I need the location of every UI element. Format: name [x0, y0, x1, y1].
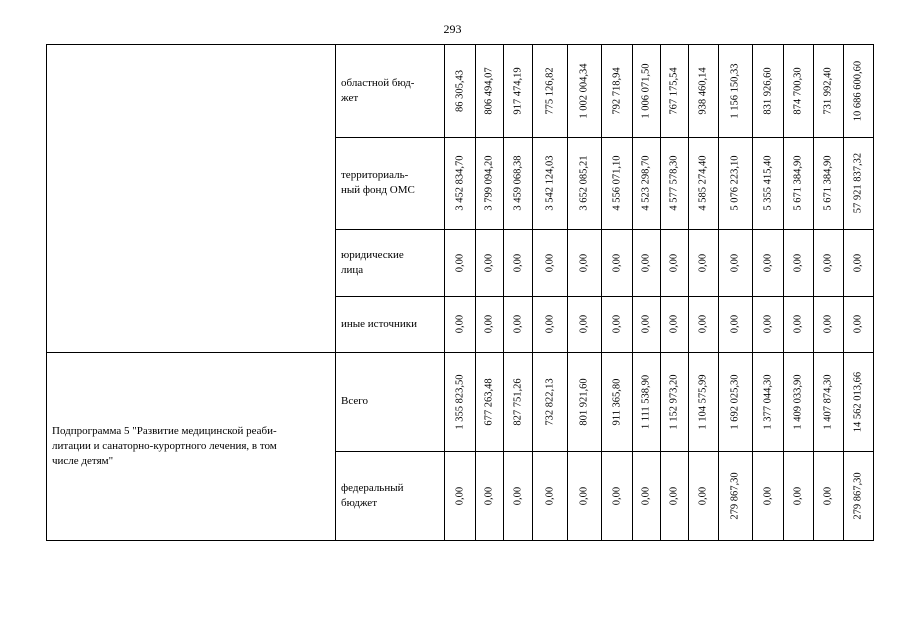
table-cell-value: 731 992,40 — [822, 66, 834, 115]
table-border-vertical — [718, 44, 719, 540]
table-cell-value: 1 006 071,50 — [640, 62, 652, 119]
table-cell-value: 5 355 415,40 — [762, 155, 773, 211]
table-cell-value: 806 494,07 — [483, 66, 495, 115]
subprogram-title: Подпрограмма 5 "Развитие медицинской реаби- — [52, 424, 277, 437]
table-cell-value: 0,00 — [578, 253, 590, 272]
table-cell-value: 1 407 874,30 — [822, 373, 834, 430]
table-cell-value: 732 822,13 — [544, 377, 555, 426]
table-cell-value: 5 671 384,90 — [822, 155, 834, 211]
table-cell-value: 0,00 — [454, 314, 465, 334]
funding-source-label: иные источники — [341, 317, 417, 330]
table-cell-value: 279 867,30 — [729, 471, 741, 520]
table-cell-value: 1 111 538,90 — [640, 374, 652, 429]
subprogram-title: литации и санаторно-курортного лечения, в том — [52, 439, 277, 452]
table-cell-value: 874 700,30 — [792, 66, 804, 115]
table-cell-value: 0,00 — [697, 253, 709, 272]
table-cell-value: 4 523 298,70 — [640, 155, 652, 211]
funding-source-label: федеральный — [341, 481, 404, 494]
table-cell-value: 0,00 — [668, 314, 680, 334]
table-cell-value: 0,00 — [729, 253, 741, 272]
table-cell-value: 10 686 600,60 — [852, 60, 864, 121]
table-cell-value: 0,00 — [792, 253, 804, 272]
table-cell-value: 1 002 004,34 — [578, 62, 590, 119]
table-border-horizontal — [335, 137, 874, 138]
table-cell-value: 677 263,48 — [483, 377, 495, 426]
table-cell-value: 0,00 — [729, 314, 741, 334]
table-cell-value: 0,00 — [822, 314, 834, 334]
table-cell-value: 938 460,14 — [697, 66, 709, 115]
table-cell-value: 917 474,19 — [512, 66, 523, 115]
table-border-horizontal — [335, 296, 874, 297]
table-border-vertical — [660, 44, 661, 540]
table-cell-value: 3 542 124,03 — [544, 155, 555, 211]
funding-source-label: жет — [341, 91, 359, 104]
table-border-vertical — [843, 44, 844, 540]
table-cell-value: 831 926,60 — [762, 66, 773, 115]
table-cell-value: 3 652 085,21 — [578, 155, 590, 211]
table-cell-value: 0,00 — [792, 486, 804, 505]
table-border-vertical — [632, 44, 633, 540]
funding-source-label: территориаль- — [341, 169, 409, 181]
funding-source-label: Всего — [341, 395, 368, 407]
table-cell-value: 0,00 — [640, 314, 652, 334]
table-border-vertical — [783, 44, 784, 540]
funding-source-label: юридические — [341, 248, 404, 261]
table-cell-value: 0,00 — [483, 486, 495, 505]
table-cell-value: 0,00 — [611, 486, 622, 505]
table-border-horizontal — [335, 229, 874, 230]
table-cell-value: 1 355 823,50 — [454, 373, 465, 430]
table-border-vertical — [688, 44, 689, 540]
table-cell-value: 5 076 223,10 — [729, 155, 741, 211]
subprogram-title: числе детям" — [52, 454, 114, 467]
table-cell-value: 0,00 — [483, 314, 495, 334]
table-cell-value: 57 921 837,32 — [852, 152, 864, 214]
table-border-vertical — [567, 44, 568, 540]
table-cell-value: 911 365,80 — [611, 378, 622, 425]
table-cell-value: 0,00 — [640, 486, 652, 505]
table-cell-value: 14 562 013,66 — [852, 371, 864, 432]
table-border-vertical — [532, 44, 533, 540]
table-cell-value: 0,00 — [697, 314, 709, 334]
table-border-horizontal — [46, 44, 874, 45]
table-cell-value: 0,00 — [792, 314, 804, 334]
table-cell-value: 0,00 — [668, 486, 680, 505]
table-cell-value: 0,00 — [852, 253, 864, 272]
table-cell-value: 0,00 — [668, 253, 680, 272]
table-cell-value: 0,00 — [512, 253, 523, 272]
table-cell-value: 0,00 — [544, 314, 555, 334]
table-cell-value: 3 452 834,70 — [454, 155, 465, 211]
funding-source-label: ный фонд ОМС — [341, 184, 415, 196]
table-cell-value: 279 867,30 — [852, 471, 864, 520]
table-cell-value: 86 305,43 — [454, 69, 465, 112]
funding-source-label: лица — [341, 263, 364, 276]
table-cell-value: 1 377 044,30 — [762, 373, 773, 430]
table-cell-value: 4 556 071,10 — [611, 155, 622, 211]
table-border-vertical — [601, 44, 602, 540]
table-cell-value: 0,00 — [454, 486, 465, 505]
table-cell-value: 0,00 — [822, 486, 834, 505]
table-cell-value: 0,00 — [697, 486, 709, 505]
table-cell-value: 1 152 973,20 — [668, 373, 680, 430]
table-cell-value: 0,00 — [512, 486, 523, 505]
table-border-vertical — [335, 44, 336, 540]
table-cell-value: 0,00 — [762, 253, 773, 272]
table-cell-value: 1 156 150,33 — [729, 62, 741, 119]
table-cell-value: 0,00 — [611, 253, 622, 272]
table-cell-value: 0,00 — [822, 253, 834, 272]
table-cell-value: 767 175,54 — [668, 66, 680, 115]
table-border-vertical — [46, 44, 47, 540]
table-border-horizontal — [335, 451, 874, 452]
table-cell-value: 0,00 — [578, 486, 590, 505]
table-cell-value: 792 718,94 — [611, 66, 622, 115]
table-cell-value: 775 126,82 — [544, 66, 555, 115]
table-cell-value: 0,00 — [512, 314, 523, 334]
table-cell-value: 1 692 025,30 — [729, 373, 741, 430]
funding-source-label: областной бюд- — [341, 76, 415, 89]
page-number: 293 — [443, 22, 462, 36]
table-cell-value: 5 671 384,90 — [792, 155, 804, 211]
table-cell-value: 0,00 — [483, 253, 495, 272]
table-cell-value: 4 577 578,30 — [668, 155, 680, 211]
table-cell-value: 827 751,26 — [512, 377, 523, 426]
table-cell-value: 0,00 — [852, 314, 864, 334]
table-border-vertical — [503, 44, 504, 540]
funding-source-label: бюджет — [341, 496, 377, 509]
table-border-vertical — [475, 44, 476, 540]
table-cell-value: 4 585 274,40 — [697, 155, 709, 211]
table-cell-value: 0,00 — [762, 314, 773, 334]
table-cell-value: 0,00 — [544, 253, 555, 272]
table-cell-value: 0,00 — [762, 486, 773, 505]
table-cell-value: 0,00 — [454, 253, 465, 272]
table-border-vertical — [813, 44, 814, 540]
table-border-vertical — [873, 44, 874, 540]
table-cell-value: 1 104 575,99 — [697, 373, 709, 430]
table-cell-value: 801 921,60 — [578, 377, 590, 426]
table-cell-value: 0,00 — [544, 486, 555, 505]
table-cell-value: 0,00 — [578, 314, 590, 334]
table-cell-value: 3 459 068,38 — [512, 155, 523, 211]
table-cell-value: 0,00 — [640, 253, 652, 272]
table-border-vertical — [752, 44, 753, 540]
table-cell-value: 0,00 — [611, 314, 622, 334]
table-border-horizontal — [46, 540, 874, 541]
table-border-vertical — [444, 44, 445, 540]
table-cell-value: 3 799 094,20 — [483, 155, 495, 211]
table-cell-value: 1 409 033,90 — [792, 373, 804, 430]
table-border-horizontal — [46, 352, 874, 353]
